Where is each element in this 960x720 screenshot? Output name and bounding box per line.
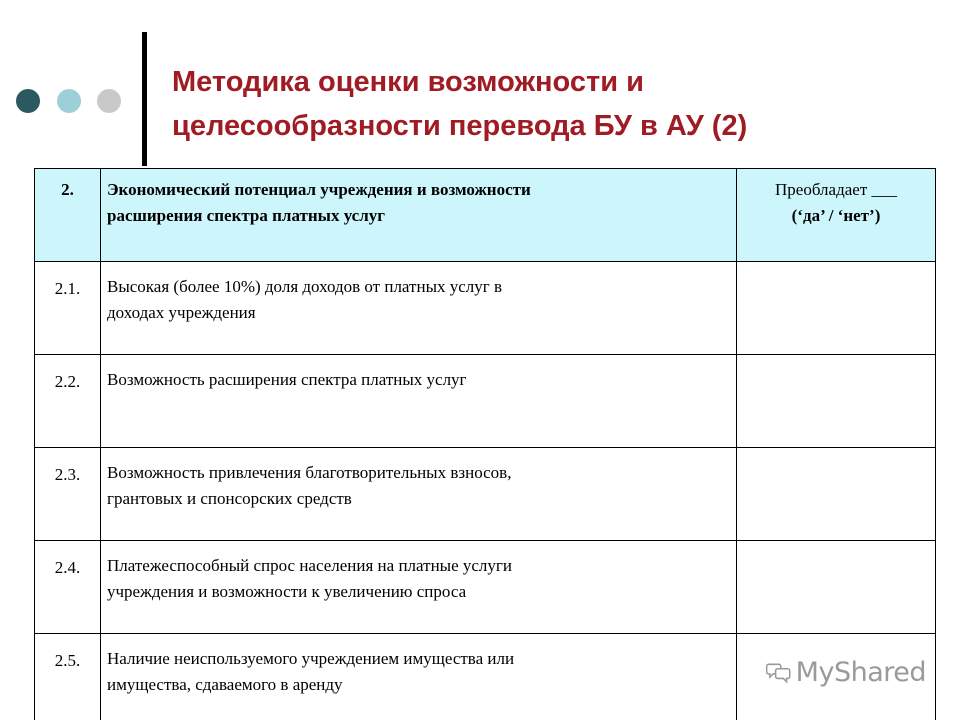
header-desc-line-1: Экономический потенциал учреждения и возможности xyxy=(107,180,531,199)
row-desc-cell xyxy=(101,262,737,355)
row-num-cell xyxy=(35,355,101,448)
row-desc-cell xyxy=(101,634,737,720)
criteria-table xyxy=(34,168,936,720)
row-desc-cell xyxy=(101,448,737,541)
row-answer-cell[interactable] xyxy=(737,355,936,448)
row-desc-line-1: Наличие неиспользуемого учреждением имущества или xyxy=(107,649,515,668)
header-num: 2. xyxy=(61,180,74,199)
header-num-cell xyxy=(35,169,101,262)
table-row xyxy=(35,262,936,355)
row-desc-cell xyxy=(101,355,737,448)
row-desc-line-1: Высокая (более 10%) доля доходов от платных услуг в xyxy=(107,277,503,296)
row-desc-cell xyxy=(101,541,737,634)
decor-dot-dark xyxy=(16,89,40,113)
watermark-text: MyShared xyxy=(795,656,926,688)
header-answer-line-1: Преобладает ___ xyxy=(775,180,897,199)
row-num-cell xyxy=(35,541,101,634)
decor-dot-light-blue xyxy=(57,89,81,113)
title-divider-bar xyxy=(142,32,147,166)
row-answer-cell[interactable] xyxy=(737,262,936,355)
row-desc-line-2: грантовых и спонсорских средств xyxy=(107,489,352,508)
chat-bubbles-icon xyxy=(766,654,792,690)
row-desc-line-2: учреждения и возможности к увеличению спроса xyxy=(107,582,467,601)
header-answer-cell xyxy=(737,169,936,262)
page-title-line-2: целесообразности перевода БУ в АУ (2) xyxy=(172,110,748,142)
decor-dot-grey xyxy=(97,89,121,113)
header-answer-line-2: (‘да’ / ‘нет’) xyxy=(791,206,881,225)
table-row xyxy=(35,355,936,448)
table-row xyxy=(35,448,936,541)
row-desc-line-1: Возможность расширения спектра платных услуг xyxy=(107,370,467,389)
table-row xyxy=(35,541,936,634)
table-header-row xyxy=(35,169,936,262)
row-desc-line-2: имущества, сдаваемого в аренду xyxy=(107,675,343,694)
page-title xyxy=(172,60,932,148)
row-answer-cell[interactable] xyxy=(737,541,936,634)
row-num: 2.2. xyxy=(54,372,81,391)
row-answer-cell[interactable] xyxy=(737,448,936,541)
row-num: 2.1. xyxy=(54,279,81,298)
row-num-cell xyxy=(35,262,101,355)
row-num-cell xyxy=(35,634,101,720)
row-num-cell xyxy=(35,448,101,541)
watermark-logo xyxy=(766,654,926,690)
row-desc-line-1: Возможность привлечения благотворительных взносов, xyxy=(107,463,512,482)
row-desc-line-2: доходах учреждения xyxy=(107,303,256,322)
row-num: 2.4. xyxy=(54,558,81,577)
row-num: 2.5. xyxy=(54,651,81,670)
row-num: 2.3. xyxy=(54,465,81,484)
header-desc-line-2: расширения спектра платных услуг xyxy=(107,206,385,225)
row-desc-line-1: Платежеспособный спрос населения на платные услуги xyxy=(107,556,512,575)
page-title-line-1: Методика оценки возможности и xyxy=(172,66,644,98)
header-desc-cell xyxy=(101,169,737,262)
